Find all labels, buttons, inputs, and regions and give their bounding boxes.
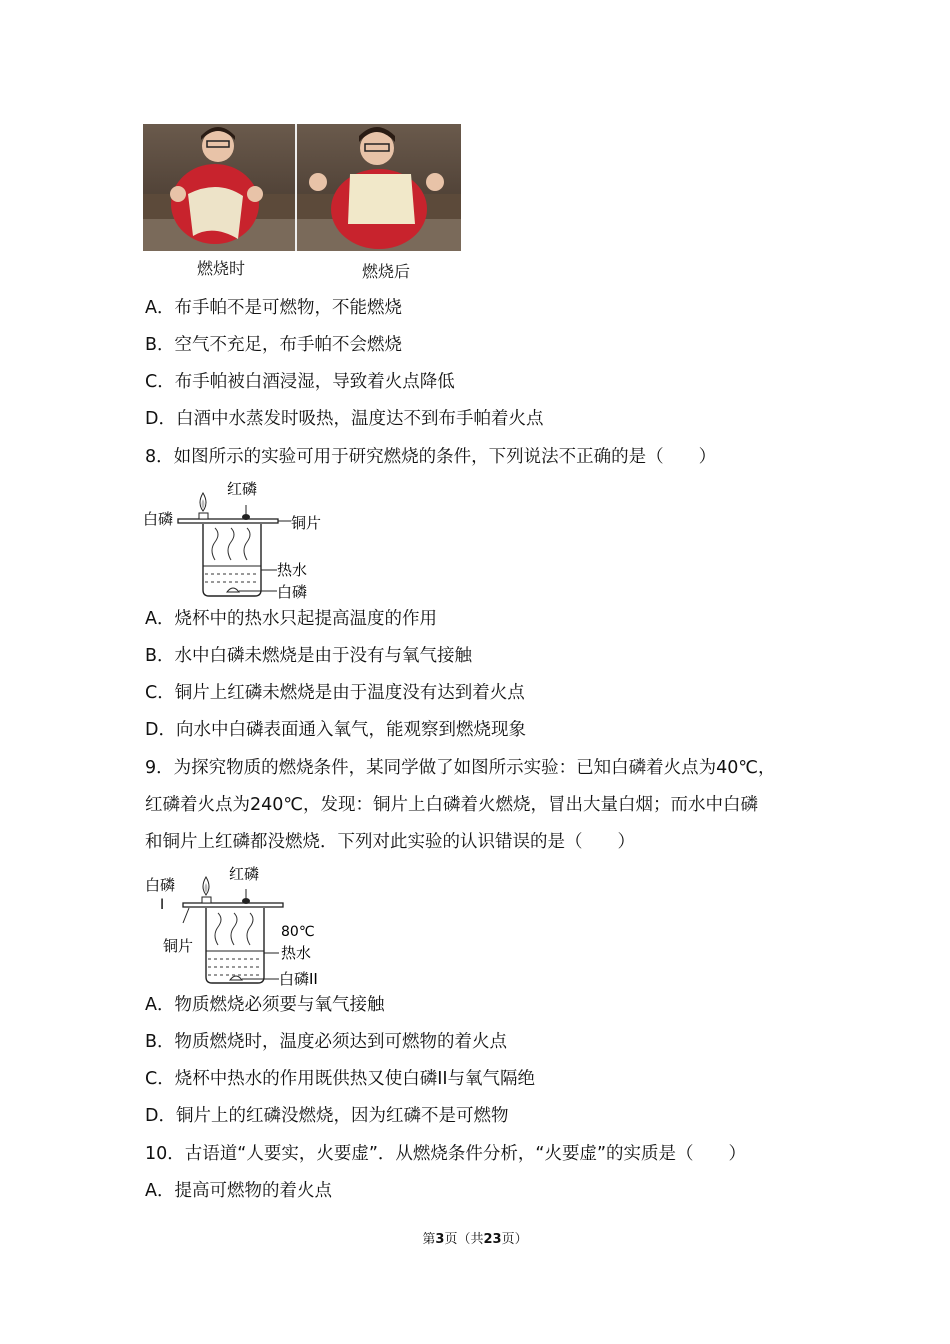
footer-page-number: 3: [435, 1232, 445, 1247]
q9-label-temperature: 80℃: [281, 924, 315, 940]
q8-stem: 8．如图所示的实验可用于研究燃烧的条件，下列说法不正确的是（ ）: [145, 447, 717, 467]
photo-caption-right: 燃烧后: [362, 262, 411, 281]
q8-option-c: C．铜片上红磷未燃烧是由于温度没有达到着火点: [145, 683, 525, 703]
footer-prefix: 第: [422, 1232, 436, 1247]
q7-option-d: D．白酒中水蒸发时吸热，温度达不到布手帕着火点: [145, 409, 544, 429]
q9-label-bottom-phosphorus: 白磷II: [279, 970, 318, 988]
handkerchief-photo: [143, 124, 461, 251]
q9-option-c: C．烧杯中热水的作用既供热又使白磷II与氧气隔绝: [145, 1069, 536, 1089]
q7-option-a: A．布手帕不是可燃物，不能燃烧: [145, 298, 402, 318]
q9-stem-line-3: 和铜片上红磷都没燃烧．下列对此实验的认识错误的是（ ）: [145, 832, 635, 852]
q10-stem: 10．古语道“人要实，火要虚”．从燃烧条件分析，“火要虚”的实质是（ ）: [145, 1144, 747, 1164]
page-footer: [0, 1228, 950, 1247]
q8-apparatus-svg: [143, 478, 343, 602]
photo-illustration: [143, 124, 461, 251]
q8-label-hot-water: 热水: [277, 561, 308, 579]
q7-option-c: C．布手帕被白酒浸湿，导致着火点降低: [145, 372, 455, 392]
q9-label-numeral-one: I: [160, 897, 165, 913]
q9-apparatus-svg: [143, 863, 343, 991]
q9-stem-line-2: 红磷着火点为240℃，发现：铜片上白磷着火燃烧，冒出大量白烟；而水中白磷: [145, 795, 759, 815]
q9-label-hot-water: 热水: [281, 944, 312, 962]
q9-label-copper-plate: 铜片: [163, 937, 194, 955]
q8-option-b: B．水中白磷未燃烧是由于没有与氧气接触: [145, 646, 473, 666]
q8-label-white-phosphorus: 白磷: [143, 510, 174, 528]
q8-diagram: [143, 478, 343, 602]
q8-label-copper-plate: 铜片: [291, 514, 322, 532]
q8-label-red-phosphorus: 红磷: [227, 480, 258, 498]
q8-option-a: A．烧杯中的热水只起提高温度的作用: [145, 609, 437, 629]
photo-caption-left: 燃烧时: [197, 259, 246, 278]
q9-label-red-phosphorus: 红磷: [229, 865, 260, 883]
q9-stem-line-1: 9．为探究物质的燃烧条件，某同学做了如图所示实验：已知白磷着火点为40℃，: [145, 758, 776, 778]
q10-option-a: A．提高可燃物的着火点: [145, 1181, 332, 1201]
footer-suffix: 页）: [501, 1232, 528, 1247]
q9-option-d: D．铜片上的红磷没燃烧，因为红磷不是可燃物: [145, 1106, 509, 1126]
footer-mid: 页（共: [444, 1232, 484, 1247]
q8-option-d: D．向水中白磷表面通入氧气，能观察到燃烧现象: [145, 720, 526, 740]
q8-label-bottom-phosphorus: 白磷: [277, 583, 308, 601]
q9-label-white-phosphorus: 白磷: [145, 876, 176, 894]
q9-diagram: [143, 863, 343, 991]
q9-option-a: A．物质燃烧必须要与氧气接触: [145, 995, 385, 1015]
q7-option-b: B．空气不充足，布手帕不会燃烧: [145, 335, 403, 355]
q9-option-b: B．物质燃烧时，温度必须达到可燃物的着火点: [145, 1032, 508, 1052]
footer-total-pages: 23: [483, 1232, 502, 1247]
